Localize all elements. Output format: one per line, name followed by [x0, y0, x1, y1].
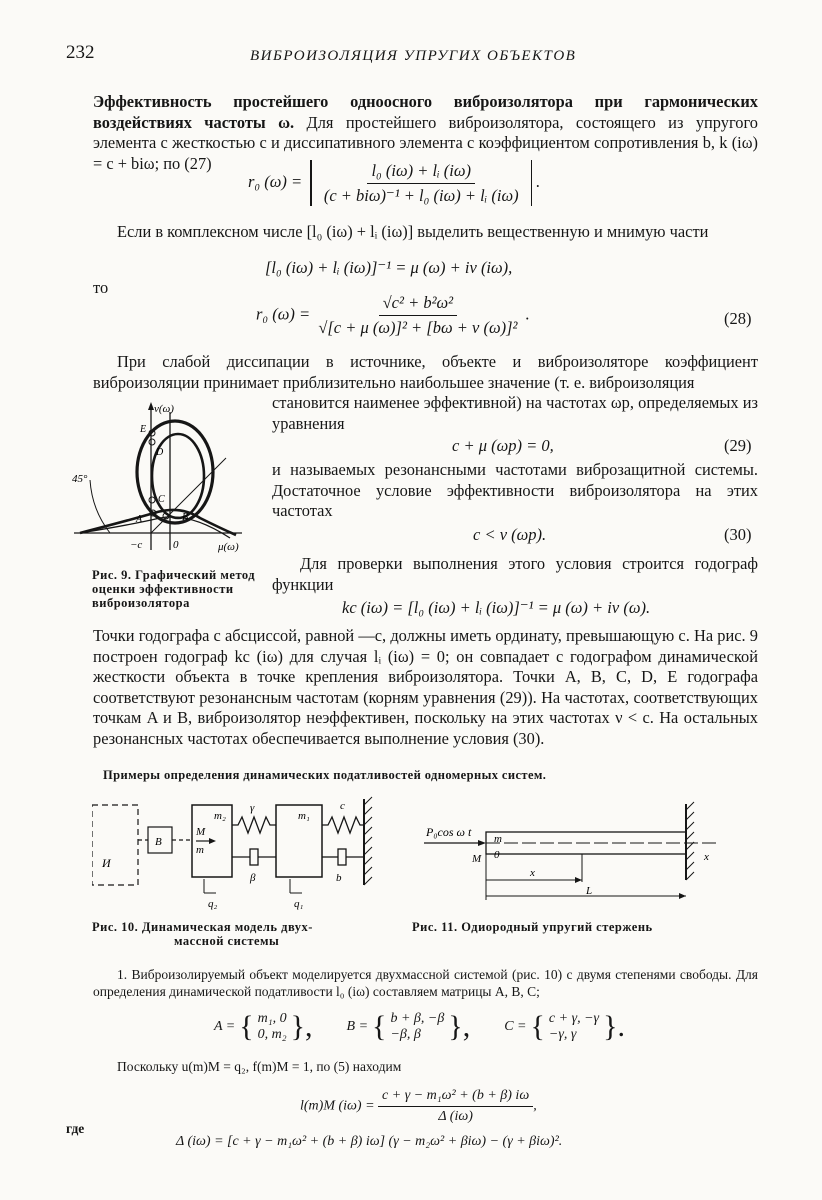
dim-x-arrow: [575, 877, 582, 883]
equation-27: r₀ (ω) = $\frac{\text{l₀ (iω) + lᵢ (iω)}}{\text{(c + biω)⁻¹ + l₀ (iω) + lᵢ (iω)}}$ .: [248, 160, 541, 205]
label-M: M: [196, 826, 206, 838]
matrix-c: C = { c + γ, −γ −γ, γ }.: [504, 1010, 625, 1043]
dim-l-arrow: [679, 893, 686, 899]
eq-l-denominator: Δ (iω): [438, 1109, 473, 1124]
label-45: 45°: [72, 473, 88, 485]
matrix-a-row1: m₁, 0: [257, 1011, 287, 1026]
equation-29: c + μ (ωp) = 0,: [452, 436, 554, 455]
abs-bar-right: [531, 160, 532, 206]
figure-11-elastic-rod: [420, 800, 730, 910]
matrix-c-row1: c + γ, −γ: [548, 1011, 600, 1026]
label-M: M: [472, 853, 482, 865]
hodograph-outer-loop: [137, 421, 213, 523]
figure-9-hodograph: [70, 400, 270, 560]
paragraph-complex: Если в комплексном числе [l₀ (iω) + lᵢ (iω)] выделить вещественную и мнимую части: [117, 222, 709, 241]
wall-hatch: [364, 797, 372, 885]
label-m1: m₁: [298, 810, 310, 822]
equation-28: r₀ (ω) = $\frac{\text{√c² + b²ω²}}{\text{√[c + μ (ω)]² + [bω + ν (ω)]²}}$ .: [256, 293, 530, 337]
eq-l-fraction: [378, 1088, 533, 1125]
matrix-b-name: B =: [346, 1019, 369, 1034]
paragraph-dissipation-1: При слабой диссипации в источнике, объекте и виброизоляторе коэффициент виброизоляции принимает приблизительно наибольшее значение (т. е. виброизоляция: [93, 352, 758, 392]
label-m2: m₂: [214, 810, 226, 822]
label-isolator: В: [155, 836, 162, 848]
paragraph-resonance: и называемых резонансными частотами виброзащитной системы. Достаточное условие эффективности виброизолятора на этих частотах: [272, 460, 758, 521]
figure-11-caption: Рис. 11. Одиородный упругий стержень: [412, 920, 653, 934]
equation-delta: Δ (iω) = [c + γ − m₁ω² + (b + β) iω] (γ − m₂ω² + βiω) − (γ + βiω)².: [176, 1134, 563, 1149]
eq-l-lhs: l(m)M (iω) =: [300, 1098, 375, 1114]
matrix-c-name: C =: [504, 1019, 527, 1034]
equation-mu-nu: [l₀ (iω) + lᵢ (iω)]⁻¹ = μ (ω) + iν (iω),: [265, 258, 513, 277]
eq27-lhs: r₀ (ω) =: [248, 171, 303, 191]
label-b: b: [336, 872, 342, 884]
label-force: P₀cos ω t: [426, 825, 472, 839]
eq28-denominator: √[c + μ (ω)]² + [bω + ν (ω)]²: [318, 318, 518, 337]
eq28-numerator: √c² + b²ω²: [379, 293, 458, 316]
eq27-fraction: [320, 161, 523, 206]
label-c: c: [340, 800, 345, 812]
page-number: 232: [66, 42, 95, 63]
paragraph-hodograph: Точки годографа с абсциссой, равной —c, должны иметь ординату, превышающую c. На рис. 9 построен годограф kc (iω) для случая lᵢ (iω) = 0; он совпадает с годографом динамической жесткости объекта в точке крепления виброизолятора. Точки A, B, C, D, E годографа соответствуют резонансным частотам (корням уравнения (29)). На частотах, соответствующих точкам A и B, виброизолятор неэффективен, поскольку на этих частотах ν < c. На остальных резонансных частотах обеспечивается выполнение условия (30).: [93, 626, 758, 748]
matrix-a-name: A =: [214, 1019, 236, 1034]
label-q1: q₁: [294, 898, 304, 910]
force-arrowhead: [209, 838, 216, 844]
matrix-b: B = { b + β, −β −β, β },: [346, 1010, 471, 1043]
paragraph-since: Поскольку u(m)M = q₂, f(m)M = 1, по (5) находим: [117, 1059, 402, 1074]
label-x-axis: x: [704, 851, 709, 863]
then-word: то: [93, 278, 109, 297]
eq28-lhs: r₀ (ω) =: [256, 304, 311, 324]
matrices-row: [214, 1010, 625, 1044]
label-source: И: [102, 856, 111, 870]
label-beta: β: [250, 872, 256, 884]
source-box: [92, 805, 138, 885]
figure-10-caption-line2: массной системы: [174, 934, 280, 948]
intro-text: Для простейшего виброизолятора, состоящего из упругого элемента с жесткостью c и диссипативного элемента с коэффициентом сопротивления b, k (iω) = c + biω; по (27): [93, 112, 758, 173]
label-neg-c: −c: [130, 539, 143, 551]
label-nu: ν(ω): [154, 403, 174, 415]
point-c: [149, 497, 155, 503]
label-mu: μ(ω): [218, 541, 239, 553]
label-a: A: [136, 514, 143, 525]
spring-gamma: [232, 817, 276, 833]
damper-beta-body: [250, 849, 258, 865]
matrix-b-row1: b + β, −β: [390, 1011, 445, 1026]
label-zero: 0: [173, 539, 179, 551]
matrix-c-row2: −γ, γ: [548, 1027, 577, 1042]
paragraph-dissipation-2: становится наименее эффективной) на частотах ωp, определяемых из уравнения: [272, 393, 758, 433]
hodograph-tail: [80, 510, 236, 535]
equation-lm: l(m)M (iω) = $\frac{\text{c + γ − m₁ω² + (b + β) iω}}{\Delta (i\omega)}$ ,: [300, 1088, 537, 1124]
label-m: m: [494, 833, 502, 845]
running-title: ВИБРОИЗОЛЯЦИЯ УПРУГИХ ОБЪЕКТОВ: [250, 48, 577, 64]
label-b: B: [182, 512, 189, 523]
eq28-fraction: [314, 293, 521, 338]
matrix-a-row2: 0, m₂: [257, 1027, 287, 1042]
label-L: L: [586, 885, 593, 897]
abs-bar-left: [310, 160, 311, 206]
eq29-number: (29): [724, 436, 752, 455]
eq27-denominator: (c + biω)⁻¹ + l₀ (iω) + lᵢ (iω): [323, 185, 519, 205]
figure-10-caption: [92, 920, 392, 948]
label-m: m: [196, 844, 204, 856]
label-q2: q₂: [208, 898, 218, 910]
section-title: Примеры определения динамических податливостей одномерных систем.: [103, 768, 547, 782]
figure-10-caption-line1: Рис. 10. Динамическая модель двух-: [92, 920, 313, 934]
paragraph-example-1: 1. Виброизолируемый объект моделируется двухмассной системой (рис. 10) с двумя степенями свободы. Для определения динамической податливости l₀ (iω) составляем матрицы A, B, C;: [93, 967, 758, 999]
eq-l-numerator: c + γ − m₁ω² + (b + β) iω: [378, 1088, 533, 1107]
intro-bold-lead: Эффективность простейшего одноосного виброизолятора при гармонических воздействиях частоты ω.: [93, 92, 758, 132]
label-zero: 0: [494, 849, 500, 861]
rod-wall-hatch: [686, 802, 694, 880]
where-word: где: [66, 1121, 85, 1136]
equation-kc: kc (iω) = [l₀ (iω) + lᵢ (iω)]⁻¹ = μ (ω) + iν (ω).: [342, 598, 651, 617]
force-arrowhead: [478, 840, 486, 846]
paragraph-check: Для проверки выполнения этого условия строится годограф функции: [272, 554, 758, 594]
eq27-numerator: l₀ (iω) + lᵢ (iω): [367, 161, 475, 184]
point-d: [149, 439, 155, 445]
figure-10-two-mass-model: [92, 795, 392, 910]
label-gamma: γ: [250, 802, 255, 814]
damper-b-body: [338, 849, 346, 865]
label-x: x: [530, 867, 535, 879]
label-e: E: [140, 424, 147, 435]
matrix-a: A = { m₁, 0 0, m₂ },: [214, 1010, 313, 1043]
eq28-number: (28): [724, 309, 752, 328]
eq30-number: (30): [724, 525, 752, 544]
figure-9-caption: Рис. 9. Графический метод оценки эффективности виброизолятора: [92, 568, 256, 610]
equation-30: c < ν (ωp).: [473, 525, 547, 544]
spring-c: [322, 817, 364, 833]
label-c: C: [158, 494, 165, 505]
matrix-b-row2: −β, β: [390, 1027, 421, 1042]
label-d: D: [156, 447, 164, 458]
